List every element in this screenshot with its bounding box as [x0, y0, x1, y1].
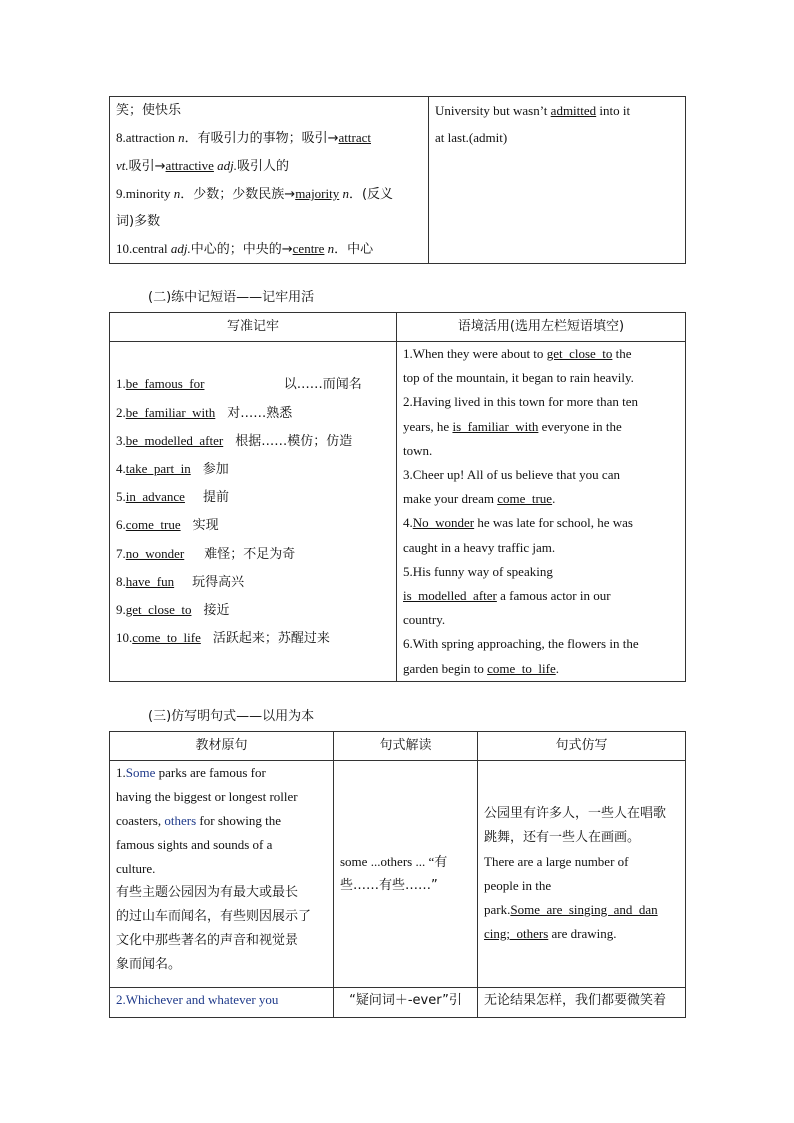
original-line: 1.Some parks are famous for — [116, 765, 266, 780]
phrase-usage-cell — [397, 342, 686, 682]
usage-sentence: 2.Having lived in this town for more than ten — [403, 394, 639, 410]
section2-heading: (二)练中记短语——记牢用活 — [148, 290, 315, 305]
pattern-imitate-cell — [478, 761, 686, 988]
original-line: having the biggest or longest roller — [116, 789, 298, 804]
original-translation: 有些主题公园因为有最大或最长 — [116, 885, 299, 900]
vocab-line-3: vt.吸引→attractive adj.吸引人的 — [116, 158, 290, 174]
explain-line-2: “疑问词＋-ever”引 — [349, 993, 462, 1008]
phrase-item: 8.have fun 玩得高兴 — [116, 573, 245, 590]
usage-sentence: 3.Cheer up! All of us believe that you can — [403, 467, 620, 483]
explain-line: 些……有些……” — [340, 878, 438, 893]
pattern-imitate-cell-2 — [478, 988, 686, 1018]
usage-sentence: years, he is familiar with everyone in the — [403, 418, 622, 434]
phrase-item: 1.be famous for 以……而闻名 — [116, 376, 362, 393]
pattern-original-cell-2 — [110, 988, 334, 1018]
pattern-col2-header: 句式解读 — [334, 732, 478, 761]
phrase-list-cell — [110, 342, 397, 682]
original-translation: 文化中那些著名的声音和视觉景 — [116, 933, 299, 948]
usage-sentence: make your dream come true. — [403, 491, 556, 507]
usage-sentence: caught in a heavy traffic jam. — [403, 539, 556, 555]
usage-sentence: country. — [403, 612, 446, 628]
explain-line: some ...others ... “有 — [340, 854, 448, 869]
usage-sentence: garden begin to come to life. — [403, 660, 559, 676]
pattern-col3-header: 句式仿写 — [478, 732, 686, 761]
usage-sentence: town. — [403, 442, 433, 458]
usage-sentence: 5.His funny way of speaking — [403, 563, 553, 579]
original-translation: 的过山车而闻名，有些则因展示了 — [116, 909, 312, 924]
original-line-2: 2.Whichever and whatever you — [116, 992, 279, 1007]
imitate-line: cing; others are drawing. — [484, 926, 617, 941]
imitate-line: park.Some are singing and dan — [484, 902, 658, 917]
phrase-item: 10.come to life 活跃起来；苏醒过来 — [116, 630, 330, 647]
vocab-left-cell — [110, 97, 429, 264]
phrase-item: 3.be modelled after 根据……模仿；仿造 — [116, 432, 353, 449]
imitate-line: people in the — [484, 878, 552, 893]
original-line: coasters, others for showing the — [116, 813, 282, 828]
original-line: famous sights and sounds of a — [116, 837, 273, 852]
vocab-line-2: 8.attraction n．有吸引力的事物；吸引→attract — [116, 130, 371, 146]
imitate-line: There are a large number of — [484, 854, 629, 869]
pattern-explain-cell-2 — [334, 988, 478, 1018]
phrase-item: 5.in advance 提前 — [116, 489, 229, 506]
vocab-line-5: 词)多数 — [116, 214, 161, 229]
vocab-line-1: 笑；使快乐 — [116, 103, 182, 118]
phrase-item: 2.be familiar with 对……熟悉 — [116, 404, 293, 421]
pattern-col1-header: 教材原句 — [110, 732, 334, 761]
vocab-table — [109, 96, 686, 264]
phrase-col1-header: 写准记牢 — [110, 313, 397, 342]
vocab-right-line-1: University but wasn’t admitted into it — [435, 103, 631, 118]
phrase-col2-header: 语境活用(选用左栏短语填空) — [397, 313, 686, 342]
vocab-right-line-2: at last.(admit) — [435, 130, 508, 145]
phrase-item: 9.get close to 接近 — [116, 602, 230, 619]
imitate-line-2: 无论结果怎样，我们都要微笑着 — [484, 993, 667, 1008]
imitate-line: 跳舞，还有一些人在画画。 — [484, 830, 641, 845]
imitate-line: 公园里有许多人，一些人在唱歌 — [484, 806, 667, 821]
original-line: culture. — [116, 861, 156, 876]
phrase-item: 7.no wonder 难怪；不足为奇 — [116, 545, 296, 562]
usage-sentence: 4.No wonder he was late for school, he was — [403, 515, 633, 531]
phrase-item: 6.come true 实现 — [116, 517, 219, 534]
usage-sentence: top of the mountain, it began to rain heavily. — [403, 370, 634, 386]
vocab-right-cell — [429, 97, 686, 264]
section3-heading: (三)仿写明句式——以用为本 — [148, 709, 315, 724]
sentence-pattern-table — [109, 731, 686, 1018]
pattern-explain-cell — [334, 761, 478, 988]
pattern-original-cell — [110, 761, 334, 988]
usage-sentence: 6.With spring approaching, the flowers in the — [403, 636, 639, 652]
phrase-item: 4.take part in 参加 — [116, 461, 229, 478]
original-translation: 象而闻名。 — [116, 957, 182, 972]
vocab-line-6: 10.central adj.中心的；中央的→centre n．中心 — [116, 241, 374, 257]
usage-sentence: 1.When they were about to get close to the — [403, 346, 632, 361]
usage-sentence: is modelled after a famous actor in our — [403, 588, 611, 604]
phrase-table — [109, 312, 686, 682]
vocab-line-4: 9.minority n．少数；少数民族→majority n．(反义 — [116, 186, 394, 202]
